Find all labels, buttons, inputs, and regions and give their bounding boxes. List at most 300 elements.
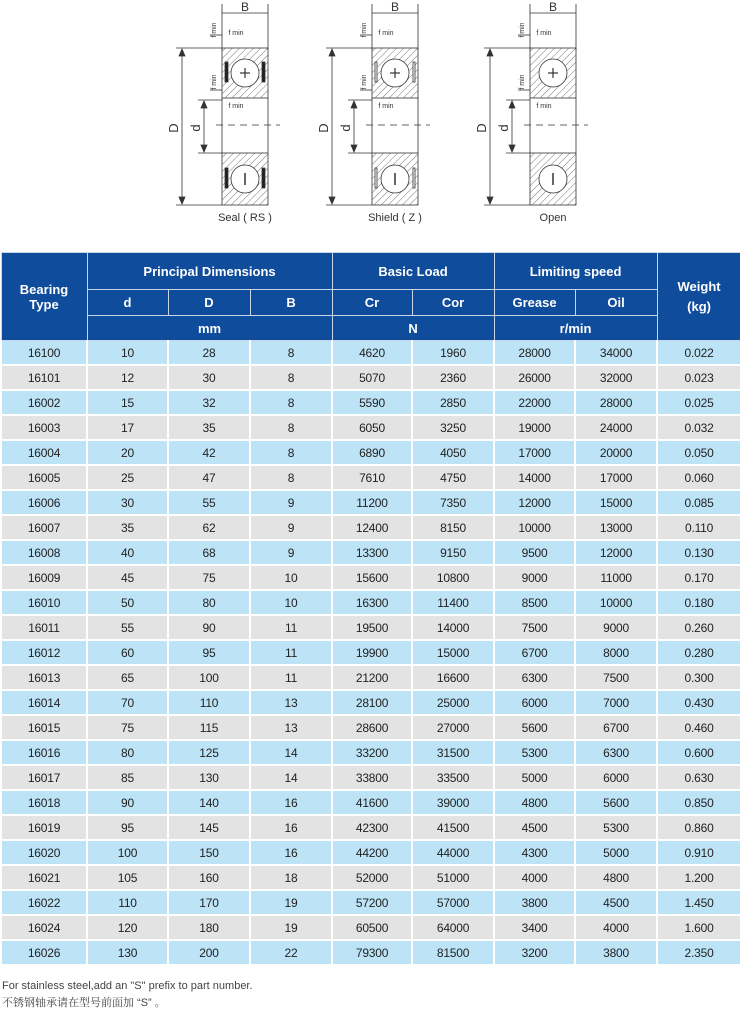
cell-weight: 0.860 bbox=[657, 815, 740, 840]
cell-B: 11 bbox=[250, 665, 332, 690]
header-weight: Weight (kg) bbox=[657, 253, 740, 341]
cell-d: 10 bbox=[87, 341, 168, 366]
cell-cr: 42300 bbox=[332, 815, 412, 840]
cell-weight: 0.130 bbox=[657, 540, 740, 565]
cell-cor: 15000 bbox=[412, 640, 494, 665]
cell-bearing-type: 16014 bbox=[1, 690, 87, 715]
cell-weight: 0.430 bbox=[657, 690, 740, 715]
cell-B: 11 bbox=[250, 615, 332, 640]
cell-D: 130 bbox=[168, 765, 250, 790]
cell-oil: 5600 bbox=[575, 790, 657, 815]
cell-weight: 2.350 bbox=[657, 940, 740, 965]
cell-grease: 3200 bbox=[494, 940, 575, 965]
cell-grease: 3800 bbox=[494, 890, 575, 915]
header-d: d bbox=[87, 290, 168, 316]
fmin-label: f min bbox=[361, 22, 368, 38]
table-row bbox=[1, 815, 740, 840]
cell-B: 9 bbox=[250, 515, 332, 540]
cell-grease: 9500 bbox=[494, 540, 575, 565]
cell-weight: 0.170 bbox=[657, 565, 740, 590]
cell-cr: 6050 bbox=[332, 415, 412, 440]
cell-d: 120 bbox=[87, 915, 168, 940]
cell-weight: 0.025 bbox=[657, 390, 740, 415]
cell-oil: 6700 bbox=[575, 715, 657, 740]
table-row bbox=[1, 415, 740, 440]
cell-cr: 16300 bbox=[332, 590, 412, 615]
cell-bearing-type: 16017 bbox=[1, 765, 87, 790]
cell-grease: 26000 bbox=[494, 365, 575, 390]
cell-bearing-type: 16009 bbox=[1, 565, 87, 590]
cell-grease: 5600 bbox=[494, 715, 575, 740]
bearing-spec-table bbox=[0, 252, 740, 966]
cell-oil: 4000 bbox=[575, 915, 657, 940]
table-row bbox=[1, 915, 740, 940]
header-oil: Oil bbox=[575, 290, 657, 316]
cell-D: 35 bbox=[168, 415, 250, 440]
cell-oil: 6000 bbox=[575, 765, 657, 790]
cell-oil: 17000 bbox=[575, 465, 657, 490]
cell-B: 13 bbox=[250, 690, 332, 715]
cell-B: 10 bbox=[250, 590, 332, 615]
cell-d: 50 bbox=[87, 590, 168, 615]
cell-cr: 33800 bbox=[332, 765, 412, 790]
cell-D: 80 bbox=[168, 590, 250, 615]
cell-grease: 6000 bbox=[494, 690, 575, 715]
cell-grease: 4000 bbox=[494, 865, 575, 890]
cell-cor: 27000 bbox=[412, 715, 494, 740]
cell-bearing-type: 16018 bbox=[1, 790, 87, 815]
bearing-cross-section-drawing bbox=[310, 0, 450, 210]
cell-cr: 79300 bbox=[332, 940, 412, 965]
cell-B: 13 bbox=[250, 715, 332, 740]
cell-bearing-type: 16016 bbox=[1, 740, 87, 765]
cell-grease: 4800 bbox=[494, 790, 575, 815]
cell-d: 60 bbox=[87, 640, 168, 665]
cell-d: 105 bbox=[87, 865, 168, 890]
fmin-label: f min bbox=[211, 74, 218, 90]
cell-bearing-type: 16026 bbox=[1, 940, 87, 965]
cell-d: 110 bbox=[87, 890, 168, 915]
cell-weight: 0.910 bbox=[657, 840, 740, 865]
cell-cr: 28100 bbox=[332, 690, 412, 715]
cell-D: 42 bbox=[168, 440, 250, 465]
cell-oil: 8000 bbox=[575, 640, 657, 665]
cell-oil: 4500 bbox=[575, 890, 657, 915]
header-unit-n: N bbox=[332, 316, 494, 341]
cell-oil: 5000 bbox=[575, 840, 657, 865]
table-row bbox=[1, 940, 740, 965]
dimension-D-label: D bbox=[316, 123, 331, 133]
cell-bearing-type: 16100 bbox=[1, 341, 87, 366]
table-row bbox=[1, 341, 740, 366]
table-row bbox=[1, 690, 740, 715]
cell-grease: 12000 bbox=[494, 490, 575, 515]
cell-d: 12 bbox=[87, 365, 168, 390]
cell-cr: 19900 bbox=[332, 640, 412, 665]
header-principal-dimensions: Principal Dimensions bbox=[87, 253, 332, 290]
cell-grease: 28000 bbox=[494, 341, 575, 366]
cell-D: 160 bbox=[168, 865, 250, 890]
cell-weight: 0.032 bbox=[657, 415, 740, 440]
cell-cor: 44000 bbox=[412, 840, 494, 865]
cell-weight: 0.630 bbox=[657, 765, 740, 790]
cell-oil: 6300 bbox=[575, 740, 657, 765]
fmin-label: f min bbox=[211, 22, 218, 38]
cell-D: 62 bbox=[168, 515, 250, 540]
cell-B: 19 bbox=[250, 890, 332, 915]
cell-D: 100 bbox=[168, 665, 250, 690]
cell-D: 32 bbox=[168, 390, 250, 415]
cell-d: 100 bbox=[87, 840, 168, 865]
cell-bearing-type: 16020 bbox=[1, 840, 87, 865]
cell-cor: 14000 bbox=[412, 615, 494, 640]
cell-cor: 9150 bbox=[412, 540, 494, 565]
cell-cr: 44200 bbox=[332, 840, 412, 865]
table-row bbox=[1, 440, 740, 465]
table-row bbox=[1, 740, 740, 765]
cell-cor: 2850 bbox=[412, 390, 494, 415]
fmin-label: f min bbox=[228, 30, 244, 37]
cell-oil: 10000 bbox=[575, 590, 657, 615]
header-B: B bbox=[250, 290, 332, 316]
note-chinese: 不锈钢轴承请在型号前面加 “S” 。 bbox=[2, 997, 166, 1009]
cell-bearing-type: 16002 bbox=[1, 390, 87, 415]
cell-d: 35 bbox=[87, 515, 168, 540]
cell-cor: 31500 bbox=[412, 740, 494, 765]
cell-oil: 9000 bbox=[575, 615, 657, 640]
cell-bearing-type: 16019 bbox=[1, 815, 87, 840]
table-row bbox=[1, 590, 740, 615]
cell-B: 11 bbox=[250, 640, 332, 665]
cell-D: 110 bbox=[168, 690, 250, 715]
cell-grease: 19000 bbox=[494, 415, 575, 440]
cell-D: 55 bbox=[168, 490, 250, 515]
cell-grease: 4300 bbox=[494, 840, 575, 865]
bearing-diagrams bbox=[0, 0, 740, 240]
table-row bbox=[1, 515, 740, 540]
cell-grease: 9000 bbox=[494, 565, 575, 590]
dimension-d-label: d bbox=[496, 124, 511, 132]
cell-bearing-type: 16021 bbox=[1, 865, 87, 890]
table-row bbox=[1, 840, 740, 865]
header-unit-mm: mm bbox=[87, 316, 332, 341]
cell-B: 8 bbox=[250, 440, 332, 465]
table-row bbox=[1, 365, 740, 390]
cell-oil: 20000 bbox=[575, 440, 657, 465]
header-basic-load: Basic Load bbox=[332, 253, 494, 290]
cell-weight: 0.460 bbox=[657, 715, 740, 740]
cell-oil: 28000 bbox=[575, 390, 657, 415]
cell-oil: 13000 bbox=[575, 515, 657, 540]
dimension-B-label: B bbox=[240, 0, 250, 14]
cell-weight: 0.050 bbox=[657, 440, 740, 465]
cell-bearing-type: 16004 bbox=[1, 440, 87, 465]
cell-cor: 4050 bbox=[412, 440, 494, 465]
cell-cr: 33200 bbox=[332, 740, 412, 765]
cell-cor: 81500 bbox=[412, 940, 494, 965]
cell-D: 30 bbox=[168, 365, 250, 390]
dimension-D-label: D bbox=[166, 123, 181, 133]
fmin-label: f min bbox=[519, 74, 526, 90]
cell-B: 16 bbox=[250, 790, 332, 815]
cell-d: 30 bbox=[87, 490, 168, 515]
cell-bearing-type: 16006 bbox=[1, 490, 87, 515]
fmin-label: f min bbox=[519, 22, 526, 38]
table-row bbox=[1, 490, 740, 515]
cell-bearing-type: 16013 bbox=[1, 665, 87, 690]
cell-grease: 7500 bbox=[494, 615, 575, 640]
cell-cr: 13300 bbox=[332, 540, 412, 565]
cell-grease: 3400 bbox=[494, 915, 575, 940]
cell-cr: 21200 bbox=[332, 665, 412, 690]
cell-D: 180 bbox=[168, 915, 250, 940]
cell-cor: 1960 bbox=[412, 341, 494, 366]
cell-d: 95 bbox=[87, 815, 168, 840]
cell-bearing-type: 16008 bbox=[1, 540, 87, 565]
table-row bbox=[1, 665, 740, 690]
cell-d: 130 bbox=[87, 940, 168, 965]
cell-oil: 7500 bbox=[575, 665, 657, 690]
fmin-label: f min bbox=[228, 103, 244, 110]
cell-bearing-type: 16022 bbox=[1, 890, 87, 915]
cell-oil: 32000 bbox=[575, 365, 657, 390]
cell-B: 22 bbox=[250, 940, 332, 965]
cell-cor: 10800 bbox=[412, 565, 494, 590]
header-grease: Grease bbox=[494, 290, 575, 316]
cell-D: 150 bbox=[168, 840, 250, 865]
cell-grease: 4500 bbox=[494, 815, 575, 840]
cell-cor: 16600 bbox=[412, 665, 494, 690]
cell-d: 45 bbox=[87, 565, 168, 590]
cell-weight: 0.300 bbox=[657, 665, 740, 690]
table-row bbox=[1, 865, 740, 890]
dimension-d-label: d bbox=[188, 124, 203, 132]
cell-weight: 1.450 bbox=[657, 890, 740, 915]
cell-cor: 2360 bbox=[412, 365, 494, 390]
header-limiting-speed: Limiting speed bbox=[494, 253, 657, 290]
table-row bbox=[1, 615, 740, 640]
cell-grease: 6700 bbox=[494, 640, 575, 665]
table-row bbox=[1, 540, 740, 565]
cell-oil: 4800 bbox=[575, 865, 657, 890]
cell-d: 25 bbox=[87, 465, 168, 490]
cell-cr: 60500 bbox=[332, 915, 412, 940]
cell-d: 55 bbox=[87, 615, 168, 640]
header-bearing-type: Bearing Type bbox=[1, 253, 87, 341]
cell-d: 90 bbox=[87, 790, 168, 815]
header-cor: Cor bbox=[412, 290, 494, 316]
cell-cr: 5590 bbox=[332, 390, 412, 415]
cell-cor: 57000 bbox=[412, 890, 494, 915]
table-row bbox=[1, 715, 740, 740]
cell-D: 95 bbox=[168, 640, 250, 665]
cell-cr: 4620 bbox=[332, 341, 412, 366]
cell-d: 70 bbox=[87, 690, 168, 715]
cell-d: 15 bbox=[87, 390, 168, 415]
dimension-d-label: d bbox=[338, 124, 353, 132]
cell-oil: 34000 bbox=[575, 341, 657, 366]
cell-B: 16 bbox=[250, 840, 332, 865]
dimension-D-label: D bbox=[474, 123, 489, 133]
cell-cor: 11400 bbox=[412, 590, 494, 615]
cell-B: 8 bbox=[250, 465, 332, 490]
cell-D: 115 bbox=[168, 715, 250, 740]
cell-weight: 0.023 bbox=[657, 365, 740, 390]
cell-D: 28 bbox=[168, 341, 250, 366]
cell-weight: 0.280 bbox=[657, 640, 740, 665]
diagram-seal bbox=[160, 0, 300, 240]
cell-weight: 0.260 bbox=[657, 615, 740, 640]
fmin-label: f min bbox=[378, 30, 394, 37]
cell-cr: 52000 bbox=[332, 865, 412, 890]
cell-cor: 64000 bbox=[412, 915, 494, 940]
cell-D: 90 bbox=[168, 615, 250, 640]
cell-bearing-type: 16011 bbox=[1, 615, 87, 640]
cell-grease: 14000 bbox=[494, 465, 575, 490]
cell-B: 9 bbox=[250, 540, 332, 565]
cell-oil: 12000 bbox=[575, 540, 657, 565]
cell-cor: 25000 bbox=[412, 690, 494, 715]
cell-D: 68 bbox=[168, 540, 250, 565]
cell-B: 19 bbox=[250, 915, 332, 940]
cell-B: 14 bbox=[250, 765, 332, 790]
dimension-B-label: B bbox=[548, 0, 558, 14]
cell-weight: 0.085 bbox=[657, 490, 740, 515]
cell-cor: 51000 bbox=[412, 865, 494, 890]
cell-d: 80 bbox=[87, 740, 168, 765]
cell-grease: 6300 bbox=[494, 665, 575, 690]
diagram-open bbox=[468, 0, 608, 240]
cell-weight: 0.180 bbox=[657, 590, 740, 615]
header-D: D bbox=[168, 290, 250, 316]
cell-bearing-type: 16010 bbox=[1, 590, 87, 615]
cell-B: 14 bbox=[250, 740, 332, 765]
dimension-B-label: B bbox=[390, 0, 400, 14]
fmin-label: f min bbox=[361, 74, 368, 90]
cell-grease: 5300 bbox=[494, 740, 575, 765]
table-row bbox=[1, 890, 740, 915]
cell-cr: 15600 bbox=[332, 565, 412, 590]
cell-weight: 0.060 bbox=[657, 465, 740, 490]
cell-B: 8 bbox=[250, 341, 332, 366]
cell-cr: 28600 bbox=[332, 715, 412, 740]
cell-D: 170 bbox=[168, 890, 250, 915]
diagram-shield bbox=[310, 0, 450, 240]
fmin-label: f min bbox=[536, 103, 552, 110]
table-body bbox=[1, 341, 740, 966]
cell-bearing-type: 16101 bbox=[1, 365, 87, 390]
cell-D: 200 bbox=[168, 940, 250, 965]
cell-D: 125 bbox=[168, 740, 250, 765]
table-row bbox=[1, 790, 740, 815]
cell-d: 85 bbox=[87, 765, 168, 790]
cell-d: 17 bbox=[87, 415, 168, 440]
cell-oil: 11000 bbox=[575, 565, 657, 590]
cell-D: 140 bbox=[168, 790, 250, 815]
cell-oil: 24000 bbox=[575, 415, 657, 440]
cell-D: 75 bbox=[168, 565, 250, 590]
fmin-label: f min bbox=[378, 103, 394, 110]
cell-bearing-type: 16007 bbox=[1, 515, 87, 540]
cell-cor: 41500 bbox=[412, 815, 494, 840]
table-row bbox=[1, 640, 740, 665]
cell-D: 47 bbox=[168, 465, 250, 490]
cell-bearing-type: 16003 bbox=[1, 415, 87, 440]
cell-grease: 8500 bbox=[494, 590, 575, 615]
cell-bearing-type: 16012 bbox=[1, 640, 87, 665]
cell-weight: 1.600 bbox=[657, 915, 740, 940]
cell-B: 10 bbox=[250, 565, 332, 590]
cell-d: 20 bbox=[87, 440, 168, 465]
cell-B: 9 bbox=[250, 490, 332, 515]
cell-cr: 6890 bbox=[332, 440, 412, 465]
cell-cr: 5070 bbox=[332, 365, 412, 390]
table-row bbox=[1, 390, 740, 415]
cell-weight: 0.850 bbox=[657, 790, 740, 815]
bearing-cross-section-drawing bbox=[160, 0, 300, 210]
cell-d: 75 bbox=[87, 715, 168, 740]
cell-cor: 33500 bbox=[412, 765, 494, 790]
cell-cr: 11200 bbox=[332, 490, 412, 515]
cell-weight: 0.022 bbox=[657, 341, 740, 366]
cell-cor: 4750 bbox=[412, 465, 494, 490]
fmin-label: f min bbox=[536, 30, 552, 37]
cell-cr: 12400 bbox=[332, 515, 412, 540]
cell-cr: 41600 bbox=[332, 790, 412, 815]
cell-grease: 10000 bbox=[494, 515, 575, 540]
cell-weight: 1.200 bbox=[657, 865, 740, 890]
cell-B: 16 bbox=[250, 815, 332, 840]
cell-D: 145 bbox=[168, 815, 250, 840]
cell-d: 40 bbox=[87, 540, 168, 565]
cell-weight: 0.600 bbox=[657, 740, 740, 765]
cell-oil: 7000 bbox=[575, 690, 657, 715]
cell-oil: 5300 bbox=[575, 815, 657, 840]
header-cr: Cr bbox=[332, 290, 412, 316]
table-row bbox=[1, 765, 740, 790]
header-unit-rpm: r/min bbox=[494, 316, 657, 341]
cell-cor: 3250 bbox=[412, 415, 494, 440]
cell-B: 8 bbox=[250, 415, 332, 440]
cell-B: 8 bbox=[250, 365, 332, 390]
cell-bearing-type: 16015 bbox=[1, 715, 87, 740]
cell-bearing-type: 16005 bbox=[1, 465, 87, 490]
note-english: For stainless steel,add an "S" prefix to part number. bbox=[2, 980, 253, 992]
cell-bearing-type: 16024 bbox=[1, 915, 87, 940]
cell-B: 18 bbox=[250, 865, 332, 890]
cell-cr: 57200 bbox=[332, 890, 412, 915]
cell-cor: 7350 bbox=[412, 490, 494, 515]
cell-oil: 15000 bbox=[575, 490, 657, 515]
diagram-label: Shield ( Z ) bbox=[368, 212, 422, 224]
diagram-label: Seal ( RS ) bbox=[218, 212, 272, 224]
cell-B: 8 bbox=[250, 390, 332, 415]
bearing-cross-section-drawing bbox=[468, 0, 608, 210]
cell-cor: 8150 bbox=[412, 515, 494, 540]
table-row bbox=[1, 565, 740, 590]
cell-cor: 39000 bbox=[412, 790, 494, 815]
cell-grease: 22000 bbox=[494, 390, 575, 415]
table-row bbox=[1, 465, 740, 490]
cell-grease: 17000 bbox=[494, 440, 575, 465]
diagram-label: Open bbox=[539, 212, 567, 224]
cell-oil: 3800 bbox=[575, 940, 657, 965]
cell-cr: 7610 bbox=[332, 465, 412, 490]
cell-d: 65 bbox=[87, 665, 168, 690]
cell-weight: 0.110 bbox=[657, 515, 740, 540]
cell-cr: 19500 bbox=[332, 615, 412, 640]
cell-grease: 5000 bbox=[494, 765, 575, 790]
